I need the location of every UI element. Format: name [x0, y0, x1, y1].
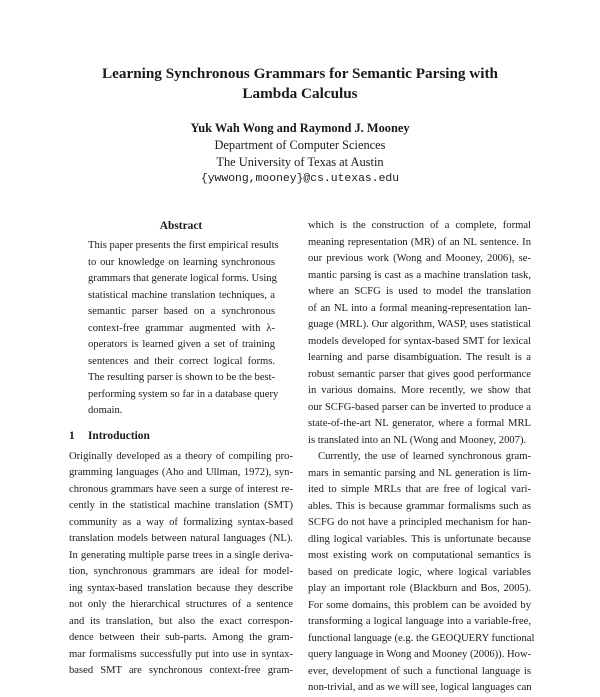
body-line: ing syntax-based translation because they describe — [69, 582, 293, 594]
body-line: Originally developed as a theory of compiling pro- — [69, 450, 293, 462]
body-line: cently in the statistical machine translation (SMT) — [69, 500, 293, 511]
body-line: not only the hierarchical structures of a sentence — [69, 599, 293, 610]
body-line: gramming languages (Aho and Ullman, 1972), syn- — [69, 467, 293, 478]
body-line: community as a way of formalizing syntax-based — [69, 516, 293, 528]
abstract-line: performing system so far in a database query — [88, 388, 279, 400]
abstract-line: to our knowledge on learning synchronous — [88, 256, 275, 268]
abstract-body — [88, 238, 279, 420]
body-line: models developed for syntax-based SMT for lexical — [308, 335, 531, 347]
section-heading — [69, 428, 293, 444]
body-line: non-trivial, and as we will see, logical languages can — [308, 682, 532, 693]
body-line: translation models between natural languages (NL). — [69, 533, 293, 544]
body-line: robust semantic parser that gives good performance — [308, 368, 531, 380]
body-line: SCFG do not have a principled mechanism for han- — [308, 517, 531, 528]
abstract-line: grammars that generate logical forms. Using — [88, 273, 277, 284]
body-line: most existing work on computational semantics is — [308, 550, 531, 561]
title-line: Lambda Calculus — [242, 85, 358, 102]
section-title: Introduction — [88, 429, 150, 442]
body-line: mars in semantic parsing and NL generation is lim- — [308, 467, 531, 479]
body-line: learning and parse disambiguation. The result is a — [308, 352, 531, 363]
body-line: mar formalisms successfully put into use in syntax- — [69, 648, 293, 660]
body-line: transforming a logical language into a variable-free, — [308, 616, 531, 627]
body-line: functional language (e.g. the GEOQUERY functional — [308, 632, 535, 644]
body-line: in various domains. More recently, we show that — [308, 385, 531, 396]
body-line: based on predicate logic, where logical variables — [308, 566, 531, 578]
body-line: chronous grammars have seen a surge of interest re- — [69, 483, 293, 495]
author-email: {ywwong,mooney}@cs.utexas.edu — [200, 173, 400, 185]
body-line: play an important role (Blackburn and Bos, 2005). — [308, 583, 531, 594]
body-line: meaning representation (MR) of an NL sentence. In — [308, 236, 531, 248]
body-line: state-of-the-art NL generator, where a formal MRL — [308, 418, 531, 429]
affiliation-department: Department of Computer Sciences — [214, 138, 386, 152]
abstract-line: semantic parser based on a synchronous — [88, 306, 275, 317]
body-line: where an SCFG is used to model the translation — [308, 286, 531, 297]
section-number: 1 — [69, 429, 75, 442]
body-line: our previous work (Wong and Mooney, 2006), se- — [308, 253, 531, 264]
left-column — [69, 218, 293, 680]
body-line: is translated into an NL (Wong and Mooney, 2007). — [308, 434, 527, 446]
body-line: ever, development of such a functional language is — [308, 665, 531, 677]
author-block — [100, 120, 500, 188]
abstract-line: statistical machine translation techniques, a — [88, 289, 275, 301]
body-line: guage (MRL). Our algorithm, WASP, uses statistical — [308, 319, 531, 330]
body-line: ables. This is because grammar formalisms such as — [308, 500, 531, 512]
body-line: our SCFG-based parser can be inverted to produce a — [308, 401, 531, 413]
title-line: Learning Synchronous Grammars for Semantic Parsing with — [101, 65, 498, 82]
body-line: dling logical variables. This is unfortunate because — [308, 533, 531, 545]
author-names: Yuk Wah Wong and Raymond J. Mooney — [190, 121, 410, 135]
body-line: In generating multiple parse trees in a single deriva- — [69, 549, 293, 561]
body-line: and its translation, but also the exact correspon- — [69, 615, 293, 627]
body-line: ited to simple MRLs that are free of logical vari- — [308, 484, 531, 495]
abstract-line: sentences and their correct logical forms. — [88, 355, 275, 367]
abstract-heading: Abstract — [159, 220, 203, 232]
body-line: tion, synchronous grammars are ideal for model- — [69, 566, 293, 577]
body-line: based SMT are synchronous context-free gram- — [69, 665, 293, 676]
right-column — [308, 218, 535, 697]
abstract-line: This paper presents the first empirical results — [88, 240, 279, 251]
abstract-line: operators is learned given a set of training — [88, 339, 275, 350]
paper-title — [40, 64, 560, 104]
body-line: mantic parsing is cast as a machine translation task, — [308, 269, 531, 281]
affiliation-university: The University of Texas at Austin — [216, 155, 384, 169]
introduction-body — [69, 449, 293, 680]
body-line: Currently, the use of learned synchronous gram- — [318, 451, 531, 462]
body-line: which is the construction of a complete, formal — [308, 220, 531, 231]
abstract-line: context-free grammar augmented with λ- — [88, 322, 275, 334]
abstract-line: domain. — [88, 405, 123, 416]
body-line: of an NL into a formal meaning-representation lan- — [308, 302, 531, 314]
body-line: For some domains, this problem can be avoided by — [308, 599, 531, 611]
body-line: dence between their sub-parts. Among the gram- — [69, 632, 293, 643]
abstract-line: The resulting parser is shown to be the best- — [88, 372, 276, 383]
body-line: query language in Wong and Mooney (2006)). How- — [308, 649, 532, 660]
